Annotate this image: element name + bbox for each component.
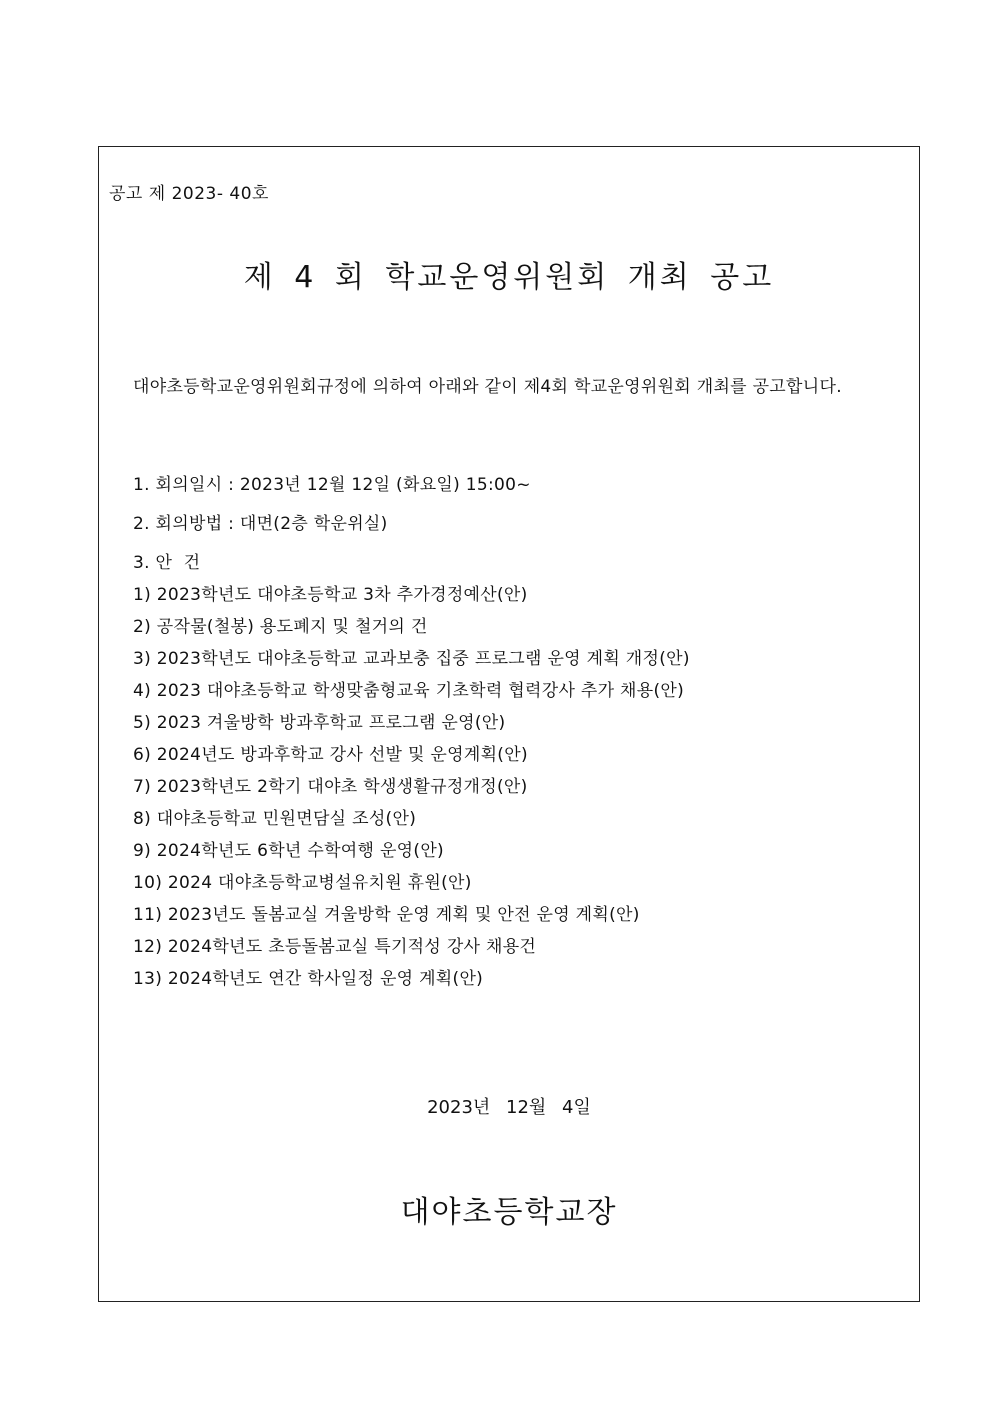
- notice-frame: [98, 146, 920, 1302]
- agenda-item: 10) 2024 대야초등학교병설유치원 휴원(안): [133, 873, 472, 893]
- agenda-item: 9) 2024학년도 6학년 수학여행 운영(안): [133, 841, 444, 861]
- agenda-item: 7) 2023학년도 2학기 대야초 학생생활규정개정(안): [133, 777, 528, 797]
- agenda-item: 1) 2023학년도 대야초등학교 3차 추가경정예산(안): [133, 585, 528, 605]
- agenda-item: 8) 대야초등학교 민원면담실 조성(안): [133, 809, 417, 829]
- notice-date: 2023년 12월 4일: [427, 1097, 591, 1118]
- notice-title: 제 4 회 학교운영위원회 개최 공고: [243, 260, 775, 295]
- meeting-method: 2. 회의방법 : 대면(2층 학운위실): [133, 514, 388, 534]
- notice-number: 공고 제 2023- 40호: [109, 184, 269, 204]
- agenda-item: 3) 2023학년도 대야초등학교 교과보충 집중 프로그램 운영 계획 개정(안): [133, 649, 690, 669]
- agenda-item: 13) 2024학년도 연간 학사일정 운영 계획(안): [133, 969, 484, 989]
- agenda-item: 5) 2023 겨울방학 방과후학교 프로그램 운영(안): [133, 713, 506, 733]
- signature: 대야초등학교장: [400, 1195, 618, 1230]
- agenda-item: 6) 2024년도 방과후학교 강사 선발 및 운영계획(안): [133, 745, 528, 765]
- agenda-item: 4) 2023 대야초등학교 학생맞춤형교육 기초학력 협력강사 추가 채용(안): [133, 681, 685, 701]
- agenda-list: [133, 579, 690, 995]
- agenda-item: 2) 공작물(철봉) 용도폐지 및 철거의 건: [133, 617, 428, 637]
- meeting-datetime: 1. 회의일시 : 2023년 12월 12일 (화요일) 15:00~: [133, 475, 531, 495]
- intro-paragraph: 대야초등학교운영위원회규정에 의하여 아래와 같이 제4회 학교운영위원회 개최를 공고합니다.: [133, 377, 842, 397]
- agenda-heading: 3. 안 건: [133, 553, 201, 573]
- agenda-item: 11) 2023년도 돌봄교실 겨울방학 운영 계획 및 안전 운영 계획(안): [133, 905, 640, 925]
- agenda-item: 12) 2024학년도 초등돌봄교실 특기적성 강사 채용건: [133, 937, 537, 957]
